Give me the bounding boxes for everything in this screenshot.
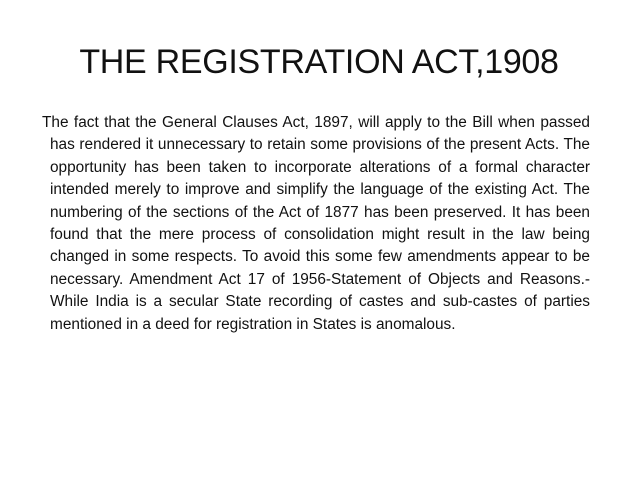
- slide-title: THE REGISTRATION ACT,1908: [79, 43, 559, 81]
- slide-body-text: The fact that the General Clauses Act, 1897, will apply to the Bill when passed has rendered it unnecessary to retain some provisions of the present Acts. The opportunity has been taken to incorporate alterations of a formal character intended merely to improve and simplify the language of the existing Act. The numbering of the sections of the Act of 1877 has been preserved. It has been found that the mere process of consolidation might result in the law being changed in some respects. To avoid this some few amendments appear to be necessary. Amendment Act 17 of 1956-Statement of Objects and Reasons.-While India is a secular State recording of castes and sub-castes of parties mentioned in a deed for registration in States is anomalous.: [42, 114, 590, 333]
